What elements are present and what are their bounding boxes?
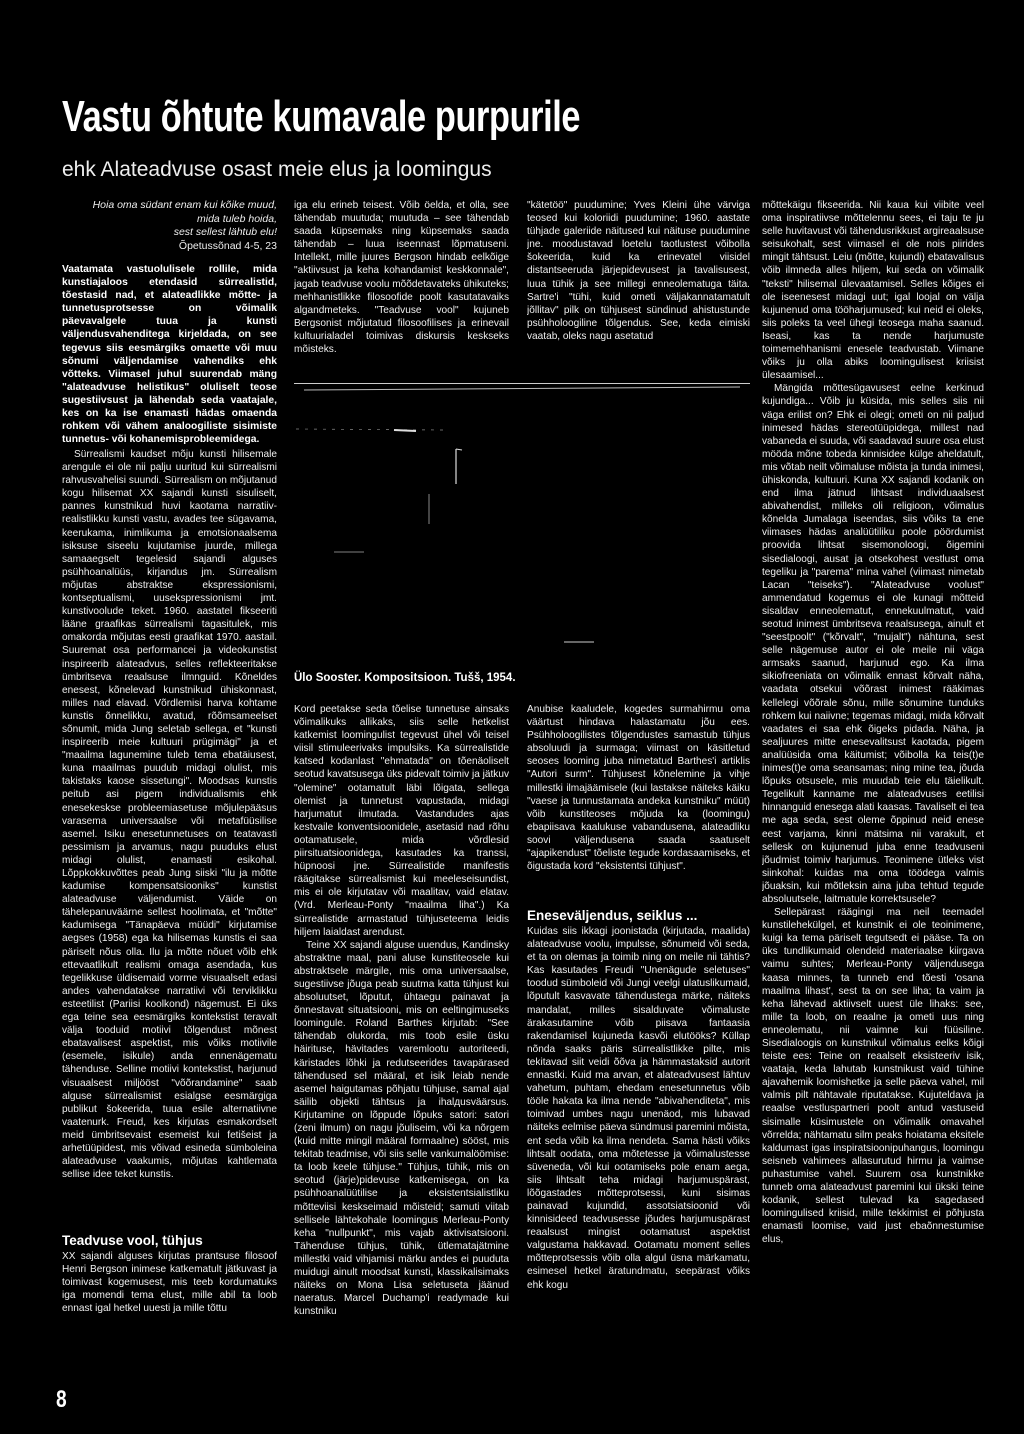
sooster-composition-drawing — [294, 384, 750, 666]
paragraph: Sellepärast räägingi ma neil teemadel kunstilehekülgel, et kunstnik ei ole teoinimene, kuigi ka tema päriselt tegutsedt ei pääse. Ta on üks tundlikumaid olendeid materiaalse kiirgava vaimu suhtes; Merleau-Ponty väljendusega kaasa minnes, ta tunneb end tõesti 'osana maailma lihast', sest ta on see liha; ta vaim ja keha lähevad aktiivselt uuest üle lihaks: see, mille ta loob, on reaalne ja ometi uus ning enneolematu, nii vaimne kui füüsiline. Sisedialoogis on kunstnikul võimalus eelks kõigi teiste ees: Teine on reaalselt eksisteeriv isik, vaataja, keda lahutab kunstnikust vaid tühine ajavahemik loomishetke ja selle päeva vahel, mil valmis pilt nähtavale riputatakse. Kujuteldava ja reaalse vestluspartneri poolt antud vastuseid sisimalle küsimustele on võimalik omavahel võrrelda; nähtamatu silm peaks hoiatama eksitele kaldumast igas inspiratsioonipuhangus, loomingu seisneb vahimees allasurutud hirmu ja vaimse puhastumise vahel. Suurem osa kunstnikke tunneb oma alateadvust paremini kui ükski teine kodanik, sellest tulevad ka sagedased loomingulised kriisid, mille tekkimist ei põhjusta enamasti loomise, vaid just ebaõnnestumise elus, — [762, 907, 984, 1246]
epigraph-line: sest sellest lähtub elu! — [173, 226, 277, 238]
column-3-paragraph: Anubise kaaludele, kogedes surmahirmu oma väärtust hindava halastamatu jõu ees. Psühholoogilistes tõlgendustes samastub tühjus absoluudi ja surmaga; viimast on käsitletud seoses looming juba nimetatud Barthes'i artiklis "Autori surm". Tühjusest kõnelemine ja vihje millestki ilmajäämisele (kui lastakse näiteks käiku "vaese ja tunnustamata andeka kunstniku" müüt) võib kunstiteoses mõjuda ka (loomingu) ebapiisava kaalukuse vabandusena, alateadliku soovi väljendusena saada saatuselt "ajapikendust" tõeliste tegude kordasaamiseks, et õigustada kord "eksistentsi tühjust". — [527, 704, 750, 873]
column-3-continued — [527, 925, 750, 1385]
epigraph-line: Hoia oma südant enam kui kõike muud, — [92, 199, 277, 211]
article-title: Vastu õhtute kumavale purpurile — [62, 92, 581, 141]
column-2-paragraph: iga elu erineb teisest. Võib öelda, et olla, see tähendab muutuda; muutuda – see tähendab saada küpsemaks ning küpsemaks saada tähendab – luua iseennast lõpmatuseni. Intellekt, mille juures Bergson hindab eelkõige "aktiivsust ja keha kohandamist keskkonnale", jagab teadvuse voolu mõõdetavateks ühikuteks; mehhanistlikke filosoofide poolt kasutatavaiks algandmeteks. "Teadvuse vool" kujuneb Bergsonist mõjutatud filosoofilises ja erinevail kultuurialadel toimivas diskursis keskseks mõisteks. — [294, 200, 509, 356]
section-heading-teadvuse-vool: Teadvuse vool, tühjus — [62, 1233, 203, 1248]
paragraph: mõttekäigu fikseerida. Nii kaua kui viibite veel oma inspiratiivse mõttelennu sees, ei taju te ju selle huvitavust või tähendusrikkust argireaalsuse seisukohalt, sest viimasel ei ole nois piirides mingit tähtsust. Leiu (mõtte, kujundi) ebatavalisus võib ilmneda alles hiljem, kui seda on võimalik "teksti" hilisemal ülevaatamisel. Selles kõiges ei ole iseenesest midagi uut; igal loojal on välja kujunenud oma tööharjumused; kui neid ei oleks, siis poleks ta veel ühegi teosega maha saanud. Iseasi, kas ta nende harjumuste toimemehhanismi enesele teadvustab. Viimane võiks ju olla abiks loomingulisest kriisist ülesaamisel... — [762, 200, 984, 382]
column-1-paragraph: Sürrealismi kaudset mõju kunsti hilisemale arengule ei ole nii palju uuritud kui sürrealismi rahvusvahelisi suundi. Sürrealism on mõjutanud kogu hilisemat XX sajandi kunsti sisuliselt, pannes kunstnikud huvi kaotama narratiiv-realistlikku kunsti vastu, avades tee sügavama, keerukama, inimlikuma ja emotsionaalsema isiksuse siseelu kujutamise juurde, millega samaaegselt tegelesid sajandi alguses psühhoanalüüs, kirjandus jm. Sürrealism mõjutas abstraktse ekspressionismi, kontseptualismi, uusekspressionismi jmt. kunstivoolude teket. 1960. aastatel fikseeriti lääne graafikas sürrealismi tagasitulek, mis omakorda mõjutas eesti graafikat 1970. aastail. Suuremat osa performancei ja videokunstist inspireerib alateadvus, selles reflekteeritakse ümbritseva reaalsuse ilmnguid. Kõneldes enesest, kõnelevad kunstnikud ühiskonnast, milles nad elavad. Võrdlemisi harva kohtame kunstis õnnelikku, avatud, rõõmsameelset sõnumit, mida Jung seletab sellega, et "kunsti inspireerib meie kultuuri prügimägi" ja et "maailma lagunemine tuleb tema ebatäiusest, kuna maailmas puudub midagi olulist, mis takistaks kaose sissetungi". Moodsas kunstis peitub asi pigem individualismis ehk enesekeskse probleemiasetuse mõjulepääsus varasema universaalse või metafüüsilise asemel. Isiku enesetunnetuses on teatavasti pessimism ja arvamus, nagu puuduks elust midagi olulist, enamasti esikohal. Lõppkokkuvõttes peab Jung siiski "ilu ja mõtte kadumise kompensatsiooniks" kunstist alateadvuse väljendumist. Väide on tähelepanuväärne sellest hoolimata, et "mõtte" kadumisega "Tänapäeva müüdi" kirjutamise aegses (1958) ega ka hilisemas kunstis ei saa päriselt nõus olla. Ilu ja mõtte nõuet võib ehk ettevaatlikult realismi omaga asendada, kus tegelikkuse üldisemaid vorme visuaalselt edasi andes vahendatakse narratiivi või terviklikku esteetilist (Pariisi koolkond) nägemust. Ei üks ega teine sea eesmärgiks kontekstist teravalt välja tooduid motiivi tõlgendust mõnest ebatavalisest aspektist, mis võiks motiivile (esemele, isikule) anda ennenägematu tähenduse. Selline motiivi kontekstist, harjunud visuaalsest miljööst "võõrandamine" saab alguse sürrealismist esialgse eesmärgiga publikut šokeerida, tuua esile alternatiivne vaatenurk. Freud, kes kirjutas esmakordselt meid ümbritsevaist esemeist kui fetišeist ja arhetüüpidest, mis võivad esineda sümboleina alateadvuse vaakumis, mõjutas kahtlemata sellise idee teket kunstis. — [62, 449, 277, 1181]
column-1-text — [62, 448, 277, 1226]
column-2-bottom-text — [294, 703, 509, 1386]
column-4-text — [762, 199, 984, 1385]
epigraph — [62, 199, 277, 253]
paragraph: Kord peetakse seda tõelise tunnetuse ainsaks võimalikuks allikaks, siis selle hetkelist katkemist loomingulist tegevust ühel või teisel viisil stimuleerivaks impulsiks. Ka sürrealistide katsed kodanlast "ehmatada" on tõenäoliselt seotud kavatsusega üks pidevalt toimiv ja jätkuv "olemine" ootamatult läbi lõigata, sellega olemist ja tunnetust vapustada, midagi harjumatut ilmutada. Vastandudes ajas kestvaile konventsioonidele, asetasid nad rõhu ootamatusele, mida võrdlesid piirsituatsioonidega, kasutades ka transsi, hüpnoosi jne. Sürrealistide manifestis räägitakse sürrealismist kui meeleseisundist, mis ei ole kirjutatav või maalitav, vaid elatav. (Vrd. Merleau-Ponty "maailma liha".) Ka sürrealistide armastatud tühjuseteema leidis hiljem laialdast arendust. — [294, 704, 509, 938]
column-3-bottom-text — [527, 703, 750, 903]
column-3-paragraph: "kätetöö" puudumine; Yves Kleini ühe värviga teosed kui koloriidi puudumine; 1960. aastate tühjade galeriide näitused kui näituse puudumine jne. moodustavad loetelu taotlustest võibolla šokeerida, kuid ka erinevatel viisidel distantseeruda järjepidevusest ja tavalisusest, luua tühik ja see millegi enneolematuga täita. Sartre'i "tühi, kuid ometi väljakannatamatult jõllitav" pilk on tühjusest sündinud ahistustunde psühholoogiline tõlgendus. See, keda eimiski vaatab, oleks nagu asetatud — [527, 200, 750, 342]
paragraph: Mängida mõttesügavusest eelne kerkinud kujundiga... Võib ju küsida, mis selles siis nii väga erilist on? Ehk ei olegi; ometi on nii paljud inimesed hädas stereotüüpidega, millest nad vabaneda ei suuda, või saadavad suure osa elust mööda mõne tobeda kinnisidee külge aheldatult, mis võtab neilt võimaluse mõista ja tunda inimesi, ühiskonda, kultuuri. Kuna XX sajandi kodanik on end ilma jätnud lihtsast individuaalsest abivahendist, milleks oli religioon, võimalus kõnelda Jumalaga iseendas, siis võiks ta ene viimases hädas analüütiliku poole pöördumist proovida lihtsat sisemonoloogi, õigemini sisedialoogi, ausat ja otsekohest vestlust oma tegeliku ja "parema" mina vahel (viimast nimetab Lacan "teiseks"). "Alateadvuse voolust" ammendatud kogemus ei ole kunagi mõtteid sisaldav enneolematut, ennekuulmatut, vaid seotud inimest ümbritseva reaalsusega, ainult et "seestpoolt" ("kõrvalt", "mujalt") nähtuna, sest selle nägemuse autor ei ole meile nii väga armsaks saanud, harjunud ego. Ka ilma sikiofreeniata on võimalik ennast kõrvalt näha, vaadata otsekui võõrast inimest rääkimas kellelegi võõrale sõnu, mille sõnumine tunduks rohkem kui naiivne; tegemas midagi, mida kõrvalt vaadates ei saa ehk õigeks pidada. Näha, ja sealjuures mitte enesevalitsust kaotada, pigem analüüsida oma käitumist; võibolla ka teis(t)e inimes(t)e oma seansamas; ning mine tea, jõuda lõpuks otsusele, mis muudab teie elu täielikult. Tegelikult kanname me alateadvuses eetilisi hinnanguid enesega alati kaasas. Tavaliselt ei tea me aga seda, sest oleme õppinud neid enese eest varjama, kinni mätsima nii varakult, et sellesk on kujunenud juba enne teadvuseni jõudmist toimiv harjumus. Teonimene ütleks vist siinkohal: kuidas ma oma töödega valmis jõuaksin, kui mõtleksin aina juba tehtud tegude absoluutsele, laitmatule korrektsusele? — [762, 383, 984, 905]
column-4-body — [762, 199, 984, 1247]
section-heading-eneseväljendus: Eneseväljendus, seiklus ... — [527, 908, 698, 923]
column-3-top-text — [527, 199, 750, 367]
epigraph-source: Õpetussõnad 4-5, 23 — [178, 239, 277, 252]
page-number: 8 — [56, 1386, 67, 1413]
epigraph-line: mida tuleb hoida, — [197, 212, 277, 225]
column-2-top-text — [294, 199, 509, 367]
column-3-paragraph: Kuidas siis ikkagi joonistada (kirjutada, maalida) alateadvuse voolu, impulsse, sõnumeid või seda, et ta on olemas ja toimib ning on meile nii tähtis? Kas kasutades Freudi "Unenägude seletuses" toodud sümboleid või Jungi veelgi ulatuslikumaid, lõputult kasvavate tähendustega märke, näiteks mandalat, milles sisalduvate võimaluste ärakasutamine võib piisava fantaasia rakendamisel kujuneda kasvõi elutööks? Küllap nõnda saaks päris sürrealistlikke pilte, mis tekitavad siit veidi õõva ja hämmastaksid autorit ennastki. Kuid ma arvan, et alateadvusest lähtuv vahetum, puhtam, ehedam enesetunnetus võib tööle hakata ka ilma nende "abivahenditeta", mis toimivad umbes nagu unenäod, mis lubavad näiteks eelmise päeva sündmusi paremini mõista, ent seda võib ka ilma nendeta. Sama hästi võiks lihtsalt oodata, oma mõtetesse ja võimalustesse süveneda, või kui ootamiseks pole enam aega, siis lihtsalt teha midagi harjumuspärast, lõõgastades mõtteprotsessi, kuni sisimas painavad kujundid, assotsiatsioonid või kinnisideed teadvusesse jõudes harjumuspärast reaalsust mingist ootamatust aspektist valgustama hakkavad. Ootamatu moment selles mõtteprotsessis võib olla algul üsna märkamatu, esimesel hetkel äratundmatu, seepärast võiks ehk kogu — [527, 926, 750, 1291]
column-1-continued — [62, 1250, 277, 1340]
column-1-paragraph: XX sajandi alguses kirjutas prantsuse filosoof Henri Bergson inimese katkematult jätkuvast ja toimivast kogemusest, mis teeb kordumatuks iga momendi tema elust, mille abil ta loob ennast igal hetkel uuesti ja mille tõttu — [62, 1251, 277, 1315]
article-subtitle: ehk Alateadvuse osast meie elus ja loomingus — [62, 158, 492, 181]
paragraph: Teine XX sajandi alguse uuendus, Kandinsky abstraktne maal, pani aluse kunstiteosele kui abstraktsele märgile, mis oma universaalse, sugestiivse jõuga peab suutma katta tühjust kui absoluutset, lõputut, ühtaegu painavat ja õnnestavat situatsiooni, mis on eeltingimuseks loomingule. Roland Barthes kirjutab: "See tähendab olukorda, mis toob esile üsku häirituse, hävitades varemlootu autoriteedi, käristades lõhki ja redutseerides tavapärased tähendused sel määral, et isik leiab nende asemel haigutamas põhjatu tühjuse, samal ajal säilib objekti tähtsus ja ihalдusväärsus. Kirjutamine on lõppude lõpuks satori: satori (zeni ilmum) on nagu jõuliseim, või ka nõrgem (kuid mitte mingil määral formaalne) sööst, mis tekitab teadmise, või siis selle vankumalöömise: ta loob keele tühjuse." Tühjus, tühik, mis on seotud (järje)pidevuse katkemisega, on ka psühhoanalüütilise ja eksistentsialistliku mõtteviisi keskseimaid mõisteid; samuti viitab sellisele lähtekohale loomingus Merleau-Ponty keha "nullpunkt", mis vajab aktivisatsiooni. Tähenduse tühjus, tühik, ütlematajätmine millestki vaid vihjamisi märku andes ei puuduta muidugi ainult moodsat kunsti, klassikalisimaks näiteks on Mona Lisa seletuseta jäänud naeratus. Marcel Duchamp'i readymade kui kunstniku — [294, 939, 509, 1318]
artwork-caption: Ülo Sooster. Kompositsioon. Tušš, 1954. — [294, 672, 516, 684]
artwork-image — [294, 383, 750, 666]
lead-paragraph: Vaatamata vastuolulisele rollile, mida kunstiajaloos etendasid sürrealistid, tõestasid nad, et alateadlikke mõtte- ja tunnetusprotsesse on võimalik päevavalgele tuua ja kunsti väljendusvahenditega kirjeldada, on see tegevus siis eesmärgiks omaette või muu sõnumi väljendamise vahendiks ehk võtteks. Viimasel juhul suurendab mäng "alateadvuse helistikus" oluliselt teose sugestiivsust ja lähendab seda vaatajale, kes on ka ise enamasti hädas omaenda rohkem või vähem analoogiliste sisimiste tunnetus- või kohanemisprobleemidega. — [62, 264, 277, 446]
